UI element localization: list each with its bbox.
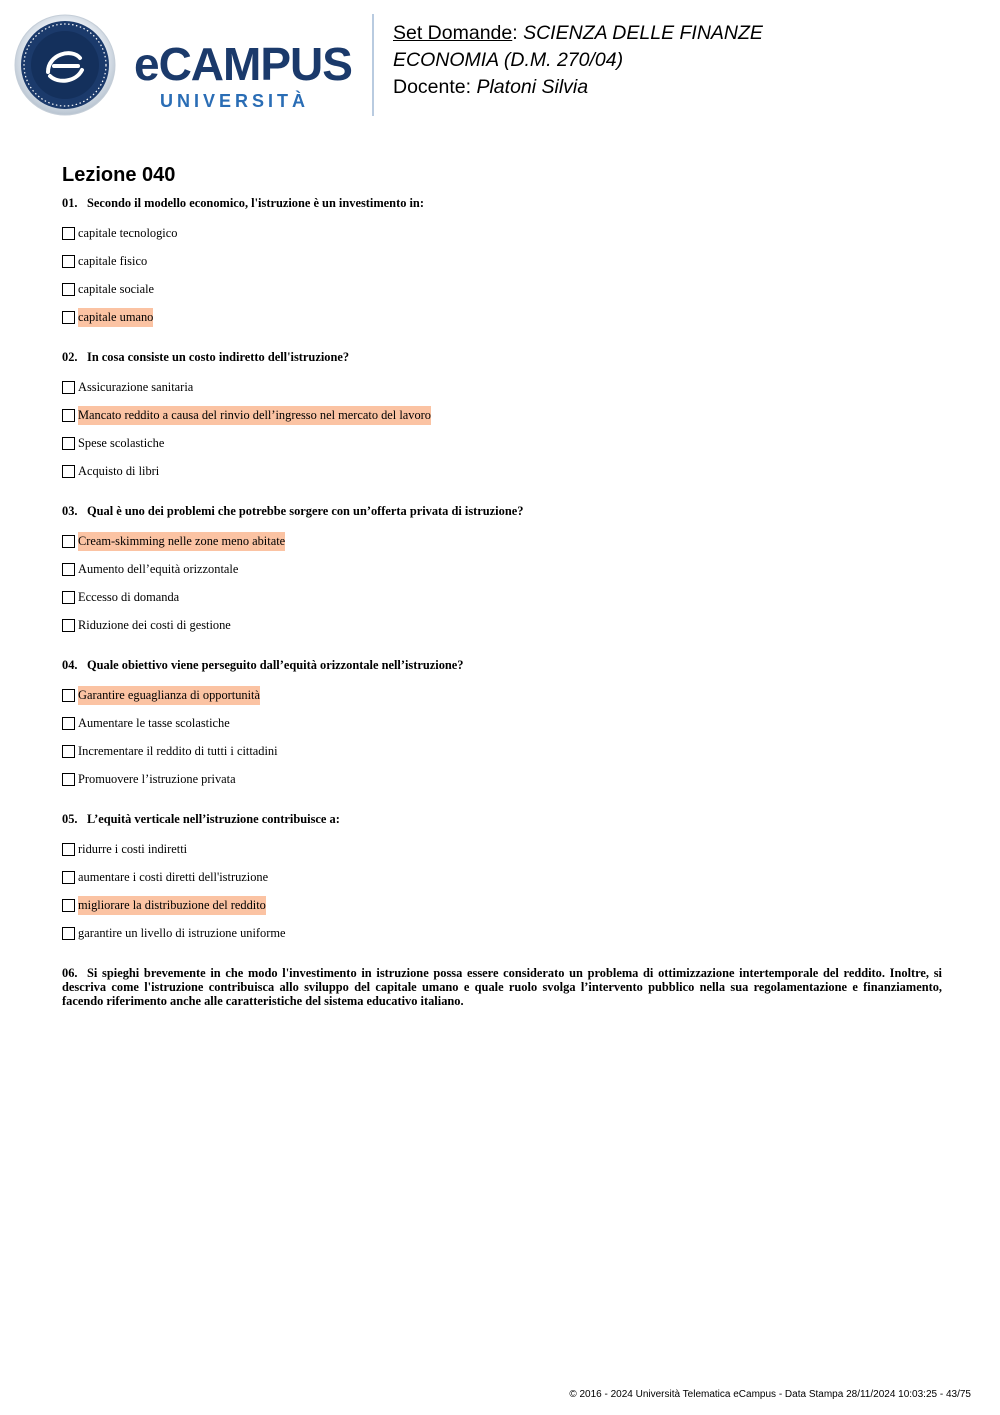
question <box>62 350 942 485</box>
question <box>62 812 942 947</box>
answer-checkbox[interactable] <box>62 619 75 632</box>
answer-option[interactable] <box>62 373 942 401</box>
answer-checkbox[interactable] <box>62 437 75 450</box>
question <box>62 196 942 331</box>
answer-checkbox[interactable] <box>62 227 75 240</box>
question-list <box>62 196 942 1027</box>
answer-label: ridurre i costi indiretti <box>78 841 188 856</box>
question <box>62 504 942 639</box>
answer-checkbox[interactable] <box>62 381 75 394</box>
question-text <box>62 658 942 672</box>
answer-label-correct: migliorare la distribuzione del reddito <box>78 896 266 915</box>
answer-option[interactable] <box>62 737 942 765</box>
answer-checkbox[interactable] <box>62 563 75 576</box>
answer-option[interactable] <box>62 429 942 457</box>
svg-text:UNIVERSITÀ: UNIVERSITÀ <box>160 91 310 111</box>
teacher-line <box>393 74 763 101</box>
set-line <box>393 20 763 47</box>
answer-option[interactable] <box>62 303 942 331</box>
question-body: In cosa consiste un costo indiretto dell'istruzione? <box>87 350 350 364</box>
answer-label-correct: Garantire eguaglianza di opportunità <box>78 686 260 705</box>
answer-checkbox[interactable] <box>62 871 75 884</box>
question-body: Quale obiettivo viene perseguito dall’equità orizzontale nell’istruzione? <box>87 658 464 672</box>
answer-label: garantire un livello di istruzione uniforme <box>78 925 286 940</box>
answer-label-correct: capitale umano <box>78 308 153 327</box>
question-body: Secondo il modello economico, l'istruzione è un investimento in: <box>87 196 424 210</box>
question-body: Qual è uno dei problemi che potrebbe sorgere con un’offerta privata di istruzione? <box>87 504 524 518</box>
answer-option[interactable] <box>62 765 942 793</box>
question-text <box>62 966 942 1008</box>
answer-label: Spese scolastiche <box>78 435 165 450</box>
question-text <box>62 812 942 826</box>
answer-option[interactable] <box>62 611 942 639</box>
answer-option[interactable] <box>62 275 942 303</box>
lesson-title: Lezione 040 <box>62 164 176 186</box>
course-name: SCIENZA DELLE FINANZE <box>523 22 763 44</box>
question-number: 02. <box>62 350 78 364</box>
answer-option[interactable] <box>62 219 942 247</box>
teacher-name: Platoni Silvia <box>476 76 589 98</box>
ecampus-logo <box>14 14 359 118</box>
question-text <box>62 350 942 364</box>
answer-label-correct: Mancato reddito a causa del rinvio dell’ingresso nel mercato del lavoro <box>78 406 431 425</box>
answer-checkbox[interactable] <box>62 311 75 324</box>
answer-option[interactable] <box>62 863 942 891</box>
question-number: 04. <box>62 658 78 672</box>
answer-option[interactable] <box>62 527 942 555</box>
answer-option[interactable] <box>62 457 942 485</box>
answer-checkbox[interactable] <box>62 899 75 912</box>
question-number: 03. <box>62 504 78 518</box>
answer-label: capitale fisico <box>78 253 148 268</box>
page-header <box>0 0 1000 130</box>
answer-option[interactable] <box>62 891 942 919</box>
question <box>62 658 942 793</box>
answer-checkbox[interactable] <box>62 465 75 478</box>
answer-label: Riduzione dei costi di gestione <box>78 617 231 632</box>
answer-option[interactable] <box>62 681 942 709</box>
answer-option[interactable] <box>62 555 942 583</box>
answer-option[interactable] <box>62 919 942 947</box>
header-divider <box>372 14 374 116</box>
answer-checkbox[interactable] <box>62 745 75 758</box>
answer-label: Incrementare il reddito di tutti i cittadini <box>78 743 278 758</box>
answer-label: Aumentare le tasse scolastiche <box>78 715 230 730</box>
question-number: 05. <box>62 812 78 826</box>
question-number: 06. <box>62 966 78 980</box>
answer-label: aumentare i costi diretti dell'istruzione <box>78 869 269 884</box>
question-body: Si spieghi brevemente in che modo l'investimento in istruzione possa essere considerato un problema di ottimizzazione intertemporale del reddito. Inoltre, si descriva come l'istruzione contribuisca allo sviluppo del capitale umano e quale ruolo svolga l’intervento pubblico nella sua regolamentazione e finanziamento, facendo riferimento anche alle caratteristiche del sistema educativo italiano. <box>62 966 942 1008</box>
answer-label: Eccesso di domanda <box>78 589 180 604</box>
answer-option[interactable] <box>62 835 942 863</box>
answer-checkbox[interactable] <box>62 773 75 786</box>
answer-checkbox[interactable] <box>62 409 75 422</box>
answer-label: capitale tecnologico <box>78 225 178 240</box>
answer-label: Promuovere l’istruzione privata <box>78 771 236 786</box>
answer-label: Assicurazione sanitaria <box>78 379 194 394</box>
question-body: L’equità verticale nell’istruzione contribuisce a: <box>87 812 340 826</box>
answer-checkbox[interactable] <box>62 689 75 702</box>
answer-option[interactable] <box>62 247 942 275</box>
set-label: Set Domande <box>393 22 513 44</box>
answer-checkbox[interactable] <box>62 927 75 940</box>
question-text <box>62 196 942 210</box>
answer-label: Acquisto di libri <box>78 463 160 478</box>
answer-option[interactable] <box>62 583 942 611</box>
set-separator: : <box>512 22 524 44</box>
question-number: 01. <box>62 196 78 210</box>
open-question <box>62 966 942 1008</box>
teacher-label: Docente: <box>393 76 477 98</box>
answer-checkbox[interactable] <box>62 591 75 604</box>
answer-checkbox[interactable] <box>62 843 75 856</box>
answer-checkbox[interactable] <box>62 255 75 268</box>
header-info <box>393 20 763 101</box>
svg-text:eCAMPUS: eCAMPUS <box>134 38 352 90</box>
program-name: ECONOMIA (D.M. 270/04) <box>393 49 624 71</box>
answer-checkbox[interactable] <box>62 283 75 296</box>
answer-checkbox[interactable] <box>62 717 75 730</box>
question-text <box>62 504 942 518</box>
answer-label: Aumento dell’equità orizzontale <box>78 561 239 576</box>
page-footer: © 2016 - 2024 Università Telematica eCampus - Data Stampa 28/11/2024 10:03:25 - 43/75 <box>569 1389 971 1400</box>
answer-label-correct: Cream-skimming nelle zone meno abitate <box>78 532 285 551</box>
answer-label: capitale sociale <box>78 281 155 296</box>
answer-option[interactable] <box>62 709 942 737</box>
answer-checkbox[interactable] <box>62 535 75 548</box>
answer-option[interactable] <box>62 401 942 429</box>
